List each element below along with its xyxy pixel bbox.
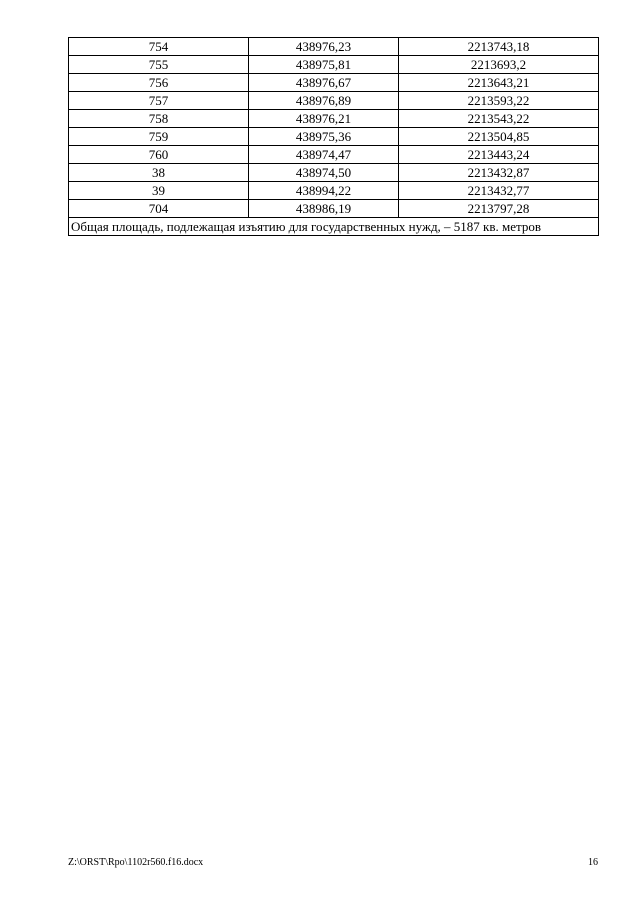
x-coordinate-cell: 438976,89 <box>249 92 399 110</box>
table-row <box>69 56 599 74</box>
point-number-cell: 39 <box>69 182 249 200</box>
y-coordinate-cell: 2213432,77 <box>399 182 599 200</box>
summary-row <box>69 218 599 236</box>
table-row <box>69 200 599 218</box>
point-number-cell: 704 <box>69 200 249 218</box>
x-coordinate-cell: 438974,47 <box>249 146 399 164</box>
point-number-cell: 758 <box>69 110 249 128</box>
x-coordinate-cell: 438975,36 <box>249 128 399 146</box>
x-coordinate-cell: 438976,67 <box>249 74 399 92</box>
y-coordinate-cell: 2213432,87 <box>399 164 599 182</box>
y-coordinate-cell: 2213593,22 <box>399 92 599 110</box>
x-coordinate-cell: 438976,21 <box>249 110 399 128</box>
coordinates-table-body <box>69 38 599 236</box>
y-coordinate-cell: 2213443,24 <box>399 146 599 164</box>
footer-page-number: 16 <box>588 857 598 868</box>
table-row <box>69 182 599 200</box>
point-number-cell: 757 <box>69 92 249 110</box>
y-coordinate-cell: 2213743,18 <box>399 38 599 56</box>
total-area-summary: Общая площадь, подлежащая изъятию для государственных нужд, – 5187 кв. метров <box>69 218 599 236</box>
point-number-cell: 754 <box>69 38 249 56</box>
footer-file-path: Z:\ORST\Rpo\1102r560.f16.docx <box>68 857 204 868</box>
y-coordinate-cell: 2213797,28 <box>399 200 599 218</box>
point-number-cell: 759 <box>69 128 249 146</box>
x-coordinate-cell: 438974,50 <box>249 164 399 182</box>
x-coordinate-cell: 438975,81 <box>249 56 399 74</box>
table-row <box>69 146 599 164</box>
table-row <box>69 74 599 92</box>
point-number-cell: 760 <box>69 146 249 164</box>
table-row <box>69 128 599 146</box>
y-coordinate-cell: 2213693,2 <box>399 56 599 74</box>
table-row <box>69 110 599 128</box>
y-coordinate-cell: 2213543,22 <box>399 110 599 128</box>
x-coordinate-cell: 438994,22 <box>249 182 399 200</box>
table-row <box>69 164 599 182</box>
x-coordinate-cell: 438986,19 <box>249 200 399 218</box>
table-row <box>69 38 599 56</box>
point-number-cell: 38 <box>69 164 249 182</box>
table-row <box>69 92 599 110</box>
y-coordinate-cell: 2213643,21 <box>399 74 599 92</box>
y-coordinate-cell: 2213504,85 <box>399 128 599 146</box>
point-number-cell: 756 <box>69 74 249 92</box>
coordinates-table <box>68 37 599 236</box>
point-number-cell: 755 <box>69 56 249 74</box>
x-coordinate-cell: 438976,23 <box>249 38 399 56</box>
